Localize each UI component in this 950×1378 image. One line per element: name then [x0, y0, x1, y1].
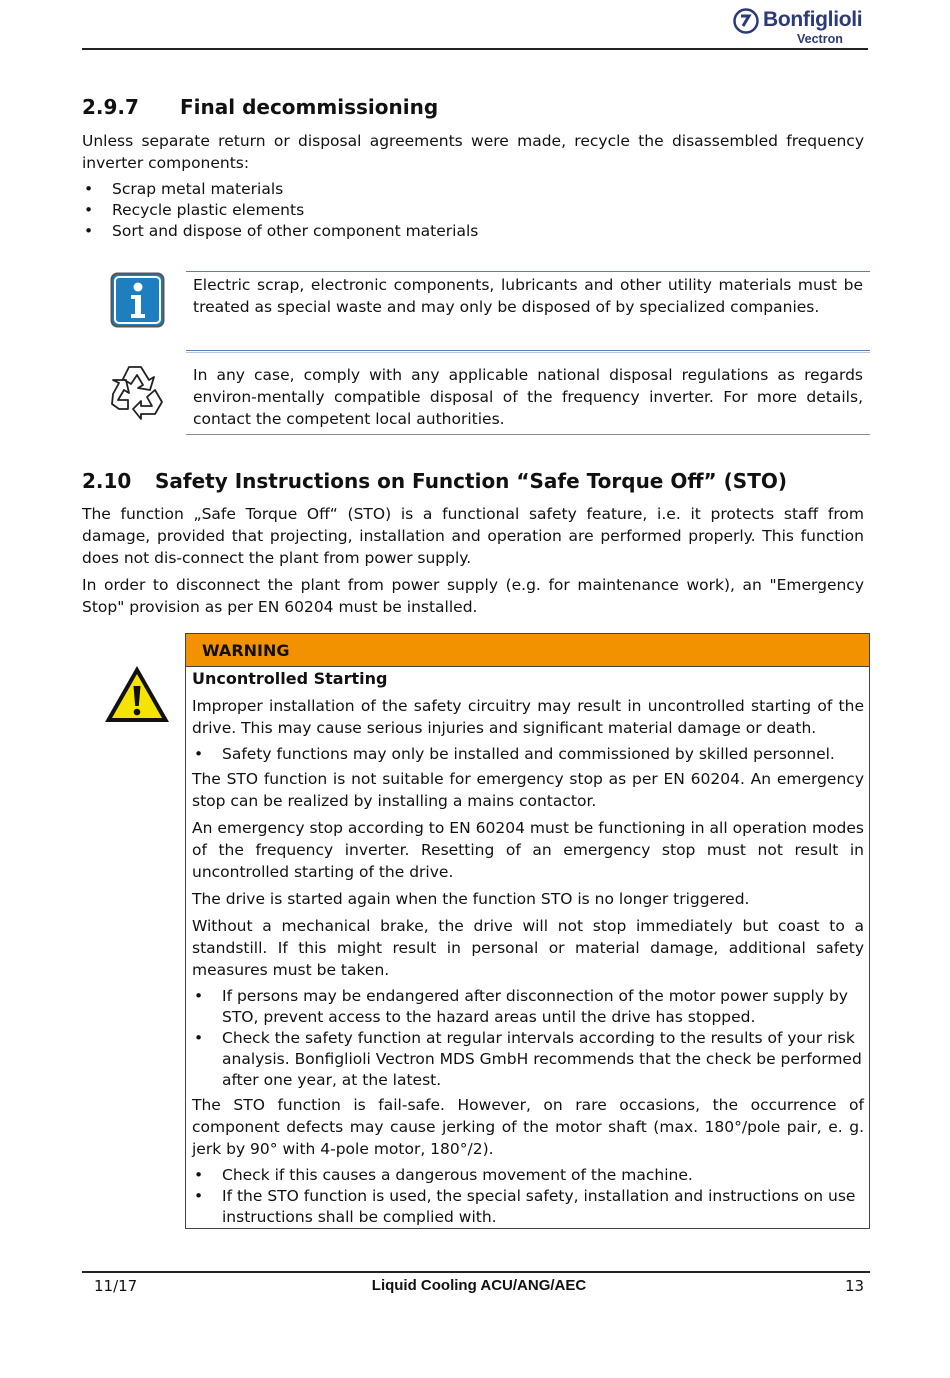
logo-icon — [733, 8, 759, 34]
brand-sub: Vectron — [797, 32, 843, 46]
footer-date: 11/17 — [94, 1277, 138, 1295]
warning-triangle-icon — [103, 664, 171, 724]
paragraph: Without a mechanical brake, the drive will not stop immediately but coast to a standstill. If this might result in personal or material damage, additional safety measures must be taken. — [192, 917, 864, 979]
note-rule — [186, 271, 870, 272]
info-note-text: Electric scrap, electronic components, lubricants and other utility materials must be treated as special waste and may only be disposed of by specialized companies. — [193, 276, 863, 316]
list-item: • Sort and dispose of other component materials — [82, 221, 864, 242]
footer-title: Liquid Cooling ACU/ANG/AEC — [371, 1277, 587, 1294]
paragraph: The function „Safe Torque Off“ (STO) is a functional safety feature, i.e. it protects staff from damage, provided that projecting, installation and operation are performed properly. This function does not dis-connect the plant from power supply. — [82, 505, 864, 567]
section-body — [82, 130, 864, 242]
list-item: • Recycle plastic elements — [82, 200, 864, 221]
section-heading — [82, 95, 438, 119]
section-body — [82, 503, 864, 618]
section-title: Final decommissioning — [180, 95, 439, 119]
paragraph: Improper installation of the safety circuitry may result in uncontrolled starting of the drive. This may cause serious injuries and significant material damage or death. — [192, 697, 864, 737]
recycle-icon — [107, 362, 169, 420]
warning-body — [192, 668, 864, 1228]
bullet-list — [192, 986, 864, 1091]
paragraph: The drive is started again when the function STO is no longer triggered. — [192, 890, 750, 908]
warning-heading: Uncontrolled Starting — [192, 669, 388, 688]
list-item: • Safety functions may only be installed and commissioned by skilled personnel. — [192, 744, 864, 765]
paragraph: In order to disconnect the plant from power supply (e.g. for maintenance work), an "Emergency Stop" provision as per EN 60204 must be installed. — [82, 576, 864, 616]
note-rule — [186, 434, 870, 435]
warning-box — [185, 633, 870, 1229]
recycle-note-text: In any case, comply with any applicable national disposal regulations as regards environ-mentally compatible disposal of the frequency inverter. For more details, contact the competent local authorities. — [193, 366, 863, 428]
bullet-list — [192, 1165, 864, 1228]
list-item: • Check the safety function at regular intervals according to the results of your risk analysis. Bonfiglioli Vectron MDS GmbH recommends that the check be performed after one year, at the latest. — [192, 1028, 864, 1091]
section-number: 2.10 — [82, 469, 132, 493]
list-item: • If the STO function is used, the special safety, installation and instructions on use instructions shall be complied with. — [192, 1186, 864, 1228]
intro-paragraph: Unless separate return or disposal agreements were made, recycle the disassembled frequency inverter components: — [82, 132, 864, 172]
section-heading — [82, 469, 787, 493]
list-item: • If persons may be endangered after disconnection of the motor power supply by STO, prevent access to the hazard areas until the drive has stopped. — [192, 986, 864, 1028]
paragraph: An emergency stop according to EN 60204 must be functioning in all operation modes of the frequency inverter. Resetting of an emergency stop must not result in uncontrolled starting of the drive. — [192, 819, 864, 881]
paragraph: The STO function is not suitable for emergency stop as per EN 60204. An emergency stop can be realized by installing a mains contactor. — [192, 770, 864, 810]
note-rule — [186, 352, 870, 353]
brand-logo — [733, 6, 868, 48]
brand-name: Bonfiglioli — [763, 8, 863, 31]
warning-label: WARNING — [202, 641, 290, 660]
footer-rule — [82, 1271, 870, 1273]
warning-header — [186, 634, 869, 667]
bullet-list — [192, 744, 864, 765]
section-title: Safety Instructions on Function “Safe Torque Off” (STO) — [155, 469, 787, 493]
list-item: • Scrap metal materials — [82, 179, 864, 200]
list-item: • Check if this causes a dangerous movement of the machine. — [192, 1165, 864, 1186]
section-number: 2.9.7 — [82, 95, 139, 119]
recycle-note — [193, 364, 863, 430]
page-number: 13 — [845, 1277, 865, 1295]
info-icon — [110, 272, 165, 328]
note-rule — [186, 350, 870, 351]
paragraph: The STO function is fail-safe. However, on rare occasions, the occurrence of component defects may cause jerking of the motor shaft (max. 180°/pole pair, e. g. jerk by 90° with 4-pole motor, 180°/2). — [192, 1096, 864, 1158]
info-note — [193, 274, 863, 318]
header-rule — [82, 48, 868, 50]
bullet-list — [82, 179, 864, 242]
